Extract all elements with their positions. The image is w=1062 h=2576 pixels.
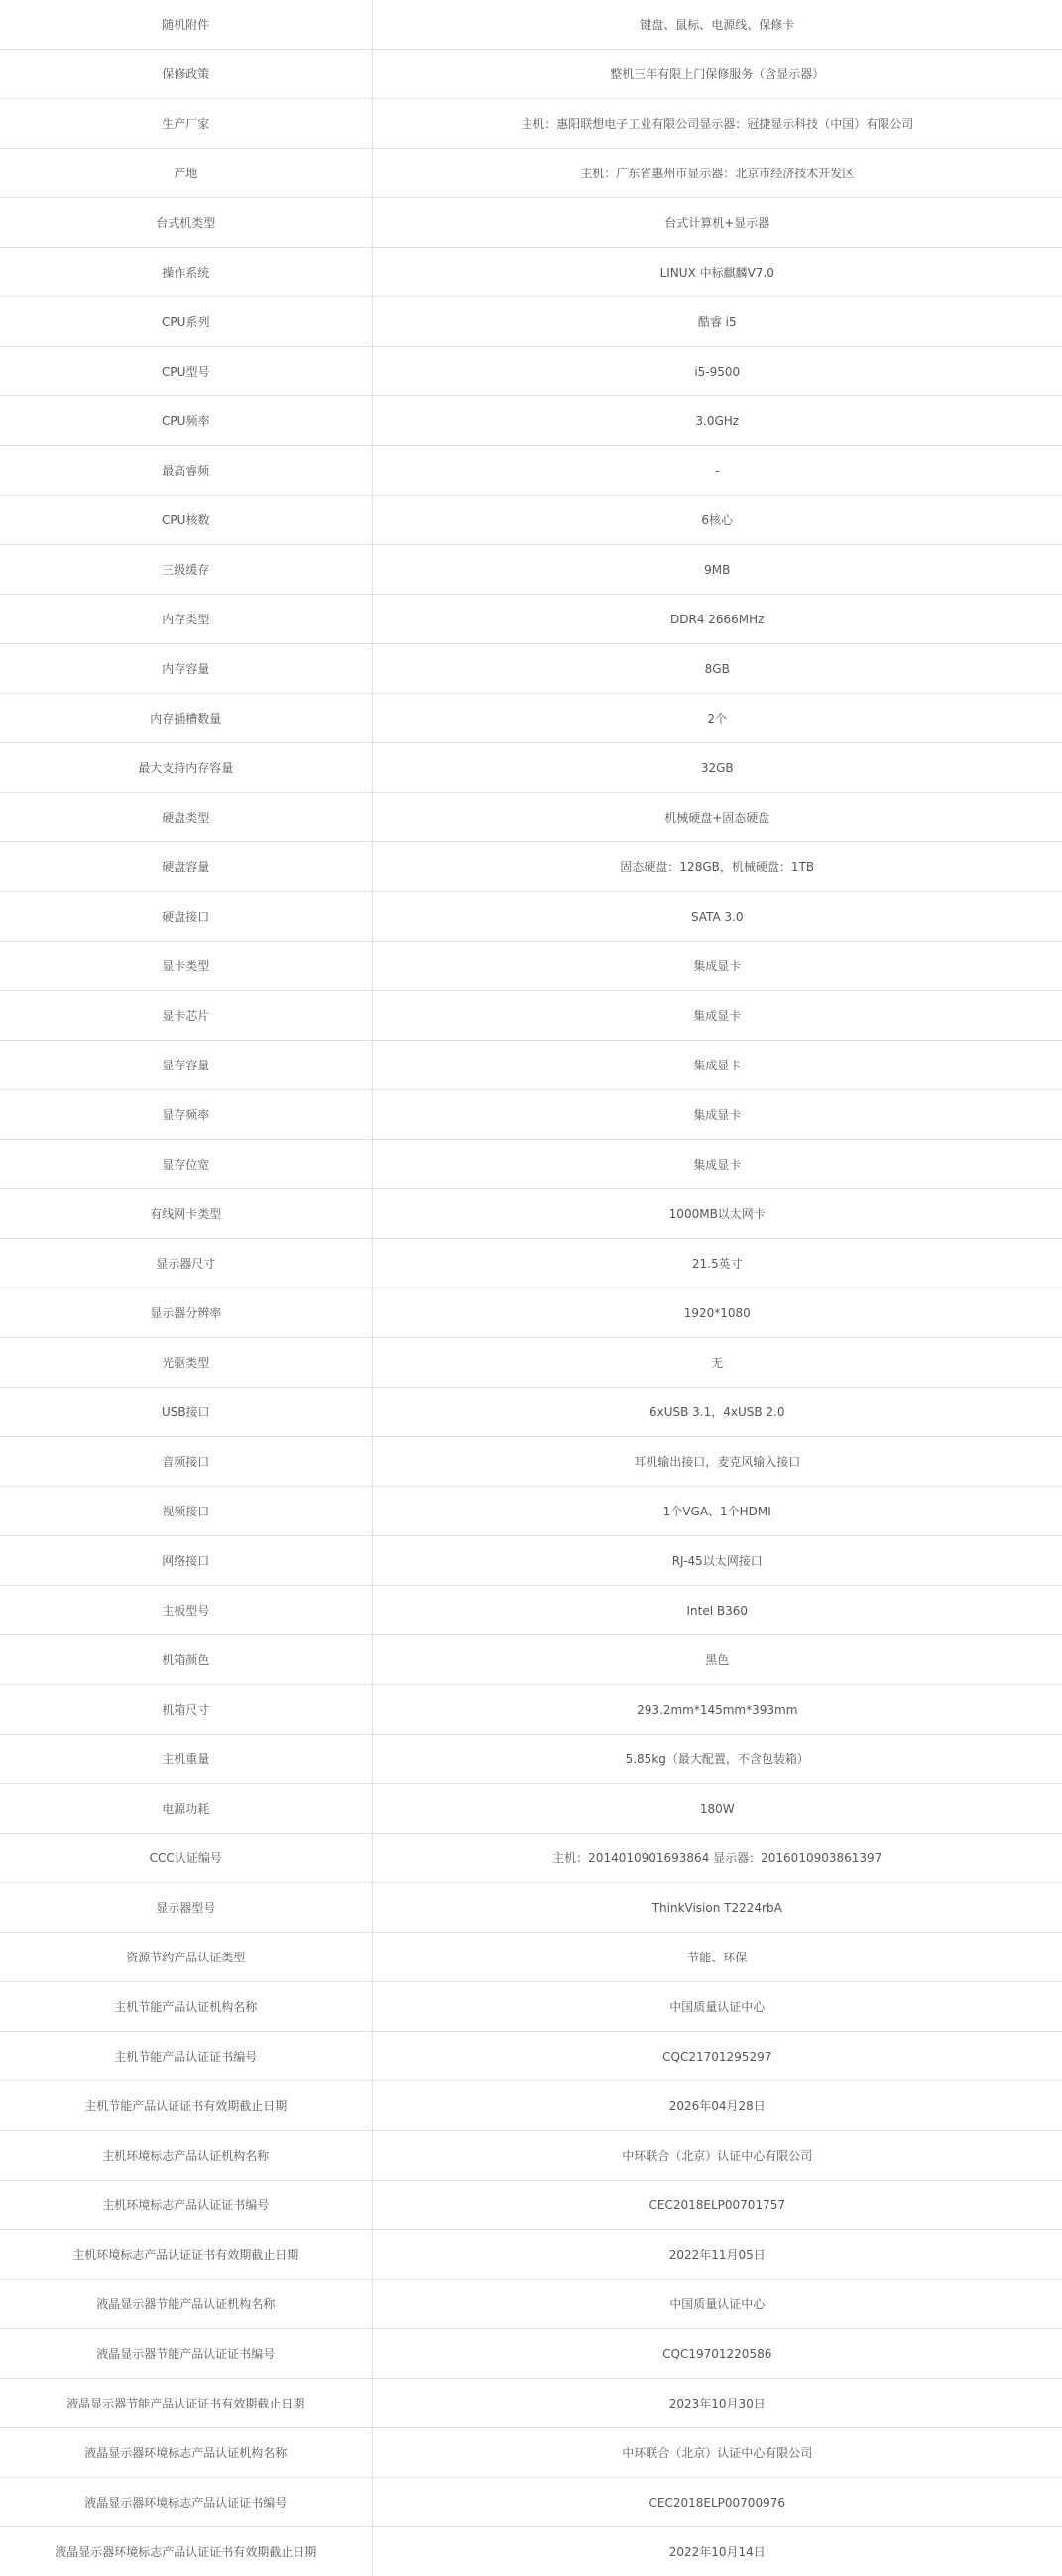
spec-label: 电源功耗	[0, 1784, 372, 1834]
spec-value: 2022年10月14日	[372, 2527, 1062, 2576]
spec-value: 1920*1080	[372, 1288, 1062, 1338]
spec-label: 硬盘容量	[0, 842, 372, 892]
spec-label: 显示器分辨率	[0, 1288, 372, 1338]
spec-row	[0, 1090, 1062, 1140]
spec-value: CEC2018ELP00700976	[372, 2478, 1062, 2527]
spec-label: 网络接口	[0, 1536, 372, 1586]
spec-value: 21.5英寸	[372, 1239, 1062, 1288]
spec-label: 硬盘接口	[0, 892, 372, 942]
spec-value: CEC2018ELP00701757	[372, 2181, 1062, 2230]
spec-value: 集成显卡	[372, 991, 1062, 1041]
spec-row	[0, 545, 1062, 595]
spec-row	[0, 297, 1062, 347]
spec-value: 主机：广东省惠州市显示器：北京市经济技术开发区	[372, 149, 1062, 198]
spec-row	[0, 991, 1062, 1041]
spec-value: 中环联合（北京）认证中心有限公司	[372, 2131, 1062, 2181]
spec-value: 整机三年有限上门保修服务（含显示器）	[372, 50, 1062, 99]
spec-label: 产地	[0, 149, 372, 198]
spec-value: 机械硬盘+固态硬盘	[372, 793, 1062, 842]
spec-value: 180W	[372, 1784, 1062, 1834]
spec-value: 主机：2014010901693864 显示器：2016010903861397	[372, 1834, 1062, 1883]
spec-row	[0, 1635, 1062, 1685]
spec-value: 中环联合（北京）认证中心有限公司	[372, 2428, 1062, 2478]
spec-row	[0, 1288, 1062, 1338]
spec-value: 1个VGA、1个HDMI	[372, 1487, 1062, 1536]
spec-value: Intel B360	[372, 1586, 1062, 1635]
spec-value: 耳机输出接口，麦克风输入接口	[372, 1437, 1062, 1487]
spec-row	[0, 694, 1062, 743]
spec-row	[0, 1685, 1062, 1735]
spec-row	[0, 595, 1062, 644]
spec-value: 5.85kg（最大配置，不含包装箱）	[372, 1735, 1062, 1784]
spec-label: 生产厂家	[0, 99, 372, 149]
spec-label: 主机重量	[0, 1735, 372, 1784]
spec-row	[0, 1338, 1062, 1388]
spec-label: 机箱尺寸	[0, 1685, 372, 1735]
spec-row	[0, 198, 1062, 248]
spec-row	[0, 1239, 1062, 1288]
spec-value: ThinkVision T2224rbA	[372, 1883, 1062, 1933]
spec-row	[0, 2428, 1062, 2478]
spec-label: 显卡芯片	[0, 991, 372, 1041]
spec-row	[0, 2081, 1062, 2131]
spec-row	[0, 1487, 1062, 1536]
spec-label: 显存频率	[0, 1090, 372, 1140]
spec-row	[0, 1586, 1062, 1635]
spec-row	[0, 2181, 1062, 2230]
spec-label: USB接口	[0, 1388, 372, 1437]
spec-row	[0, 446, 1062, 496]
spec-label: 液晶显示器节能产品认证机构名称	[0, 2280, 372, 2329]
spec-value: 主机：惠阳联想电子工业有限公司显示器：冠捷显示科技（中国）有限公司	[372, 99, 1062, 149]
spec-label: 音频接口	[0, 1437, 372, 1487]
spec-row	[0, 2478, 1062, 2527]
spec-value: 2026年04月28日	[372, 2081, 1062, 2131]
spec-row	[0, 1834, 1062, 1883]
spec-label: 主机环境标志产品认证机构名称	[0, 2131, 372, 2181]
spec-label: 液晶显示器环境标志产品认证机构名称	[0, 2428, 372, 2478]
spec-row	[0, 842, 1062, 892]
spec-value: 2022年11月05日	[372, 2230, 1062, 2280]
spec-label: 主板型号	[0, 1586, 372, 1635]
spec-label: 硬盘类型	[0, 793, 372, 842]
spec-label: 随机附件	[0, 0, 372, 50]
spec-row	[0, 1388, 1062, 1437]
spec-value: CQC19701220586	[372, 2329, 1062, 2379]
spec-value: 键盘、鼠标、电源线、保修卡	[372, 0, 1062, 50]
spec-value: -	[372, 446, 1062, 496]
spec-label: CCC认证编号	[0, 1834, 372, 1883]
spec-row	[0, 743, 1062, 793]
spec-value: 32GB	[372, 743, 1062, 793]
spec-row	[0, 1784, 1062, 1834]
spec-value: 1000MB以太网卡	[372, 1189, 1062, 1239]
spec-label: 内存类型	[0, 595, 372, 644]
spec-row	[0, 2329, 1062, 2379]
spec-label: 显存容量	[0, 1041, 372, 1090]
spec-value: 集成显卡	[372, 1090, 1062, 1140]
spec-row	[0, 1189, 1062, 1239]
spec-row	[0, 942, 1062, 991]
spec-label: 最高睿频	[0, 446, 372, 496]
spec-value: 集成显卡	[372, 1140, 1062, 1189]
spec-row	[0, 2280, 1062, 2329]
spec-label: 资源节约产品认证类型	[0, 1933, 372, 1982]
spec-label: 内存容量	[0, 644, 372, 694]
spec-row	[0, 347, 1062, 396]
spec-label: 显示器型号	[0, 1883, 372, 1933]
spec-value: SATA 3.0	[372, 892, 1062, 942]
spec-row	[0, 793, 1062, 842]
spec-value: 6xUSB 3.1，4xUSB 2.0	[372, 1388, 1062, 1437]
spec-label: 显示器尺寸	[0, 1239, 372, 1288]
spec-value: LINUX 中标麒麟V7.0	[372, 248, 1062, 297]
spec-value: CQC21701295297	[372, 2032, 1062, 2081]
spec-label: 显卡类型	[0, 942, 372, 991]
spec-value: 9MB	[372, 545, 1062, 595]
spec-value: 6核心	[372, 496, 1062, 545]
spec-label: CPU系列	[0, 297, 372, 347]
spec-row	[0, 1982, 1062, 2032]
spec-row	[0, 99, 1062, 149]
spec-label: 三级缓存	[0, 545, 372, 595]
spec-value: 节能、环保	[372, 1933, 1062, 1982]
spec-value: DDR4 2666MHz	[372, 595, 1062, 644]
spec-label: 保修政策	[0, 50, 372, 99]
spec-value: 中国质量认证中心	[372, 1982, 1062, 2032]
spec-label: 操作系统	[0, 248, 372, 297]
spec-value: 无	[372, 1338, 1062, 1388]
spec-value: 固态硬盘：128GB，机械硬盘：1TB	[372, 842, 1062, 892]
spec-row	[0, 644, 1062, 694]
spec-value: 2个	[372, 694, 1062, 743]
spec-label: CPU频率	[0, 396, 372, 446]
spec-label: 视频接口	[0, 1487, 372, 1536]
spec-row	[0, 2131, 1062, 2181]
spec-row	[0, 1883, 1062, 1933]
spec-row	[0, 1735, 1062, 1784]
spec-label: 显存位宽	[0, 1140, 372, 1189]
spec-label: 台式机类型	[0, 198, 372, 248]
spec-label: 主机节能产品认证证书编号	[0, 2032, 372, 2081]
spec-value: 酷睿 i5	[372, 297, 1062, 347]
spec-row	[0, 496, 1062, 545]
spec-value: 台式计算机+显示器	[372, 198, 1062, 248]
spec-value: 中国质量认证中心	[372, 2280, 1062, 2329]
spec-label: 内存插槽数量	[0, 694, 372, 743]
spec-row	[0, 396, 1062, 446]
spec-label: 有线网卡类型	[0, 1189, 372, 1239]
spec-row	[0, 50, 1062, 99]
spec-label: 主机环境标志产品认证证书有效期截止日期	[0, 2230, 372, 2280]
spec-label: CPU型号	[0, 347, 372, 396]
spec-value: 3.0GHz	[372, 396, 1062, 446]
spec-label: 最大支持内存容量	[0, 743, 372, 793]
spec-row	[0, 892, 1062, 942]
spec-label: 液晶显示器节能产品认证证书有效期截止日期	[0, 2379, 372, 2428]
spec-value: RJ-45以太网接口	[372, 1536, 1062, 1586]
spec-value: 集成显卡	[372, 1041, 1062, 1090]
spec-label: 主机节能产品认证机构名称	[0, 1982, 372, 2032]
spec-label: 液晶显示器环境标志产品认证证书编号	[0, 2478, 372, 2527]
spec-value: 黑色	[372, 1635, 1062, 1685]
spec-row	[0, 2379, 1062, 2428]
spec-row	[0, 0, 1062, 50]
spec-value: i5-9500	[372, 347, 1062, 396]
spec-label: 液晶显示器节能产品认证证书编号	[0, 2329, 372, 2379]
spec-label: 液晶显示器环境标志产品认证证书有效期截止日期	[0, 2527, 372, 2576]
spec-row	[0, 248, 1062, 297]
spec-row	[0, 1041, 1062, 1090]
spec-row	[0, 1140, 1062, 1189]
spec-label: CPU核数	[0, 496, 372, 545]
spec-row	[0, 2230, 1062, 2280]
spec-label: 主机节能产品认证证书有效期截止日期	[0, 2081, 372, 2131]
spec-row	[0, 2527, 1062, 2576]
spec-value: 集成显卡	[372, 942, 1062, 991]
spec-row	[0, 1933, 1062, 1982]
spec-value: 2023年10月30日	[372, 2379, 1062, 2428]
spec-row	[0, 1437, 1062, 1487]
spec-value: 293.2mm*145mm*393mm	[372, 1685, 1062, 1735]
spec-label: 机箱颜色	[0, 1635, 372, 1685]
spec-row	[0, 2032, 1062, 2081]
spec-row	[0, 149, 1062, 198]
spec-label: 光驱类型	[0, 1338, 372, 1388]
spec-label: 主机环境标志产品认证证书编号	[0, 2181, 372, 2230]
spec-value: 8GB	[372, 644, 1062, 694]
spec-row	[0, 1536, 1062, 1586]
